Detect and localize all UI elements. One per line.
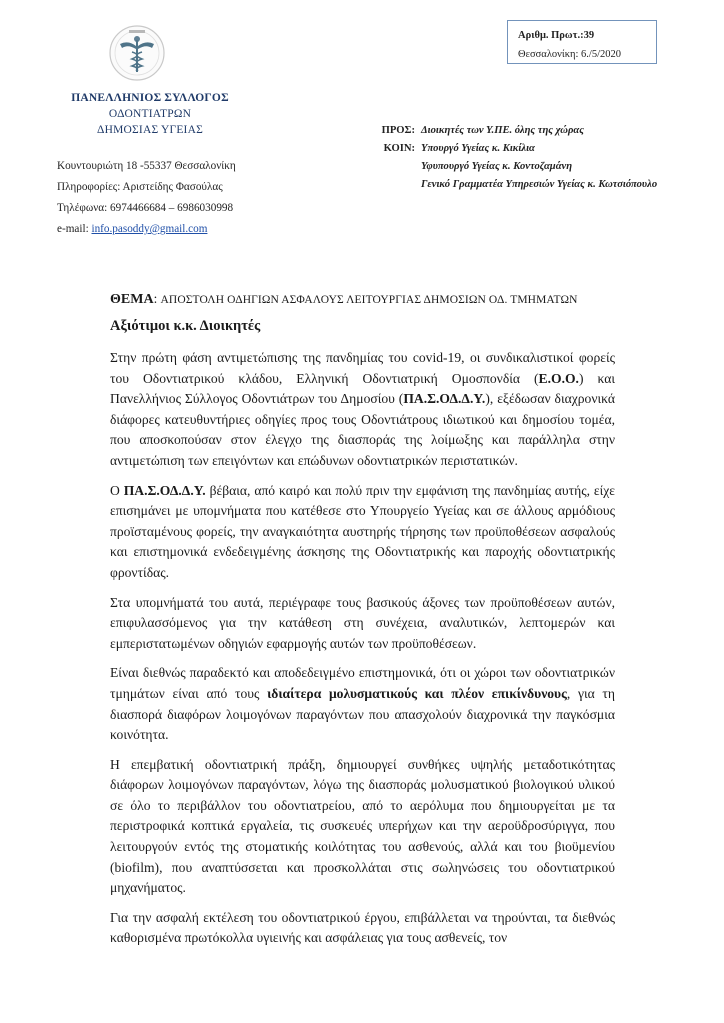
bold-run: ΠΑ.Σ.ΟΔ.Δ.Υ. xyxy=(123,482,206,498)
email-link[interactable]: info.pasoddy@gmail.com xyxy=(91,223,208,235)
cc-value: Υπουργό Υγείας κ. Κικίλια xyxy=(421,143,535,154)
contact-phones: Τηλέφωνα: 6974466684 – 6986030998 xyxy=(57,202,234,214)
text-run: Είναι διεθνώς παραδεκτό και αποδεδειγμένο επιστημονικά, ότι οι χώροι των οδοντιατρικών τμημάτων είναι από τους xyxy=(110,665,615,701)
paragraph-5: Η επεμβατική οδοντιατρική πράξη, δημιουργεί συνθήκες υψηλής μεταδοτικότητας διάφορων λοιμογόνων παραγόντων, λόγω της διασποράς μολυσματικού βιολογικού υλικού σε όλο το περιβάλλον του οδοντιατρείου, από το αερόλυμα που δημιουργείται με τα περιστροφικά κοπτικά εργαλεία, τις συσκευές υπερήχων και την αεροϋδροσύριγγα, που λειτουργούν εντός της στοματικής κοιλότητας του ασθενούς, αλλά και του βιοϋμενίου (biofilm), που αναπτύσσεται και προσκολλάται στις σωληνώσεις του οδοντιατρικού μηχανήματος. xyxy=(110,756,615,896)
subject-text: ΑΠΟΣΤΟΛΗ ΟΔΗΓΙΩΝ ΑΣΦΑΛΟΥΣ ΛΕΙΤΟΥΡΓΙΑΣ ΔΗΜΟΣΙΩΝ ΟΔ. ΤΜΗΜΑΤΩΝ xyxy=(160,294,578,306)
protocol-box xyxy=(507,20,657,64)
paragraph-3: Στα υπομνήματά του αυτά, περιέγραφε τους βασικούς άξονες των προϋποθέσεων αυτών, επιφυλασσόμενος για την κατάθεση στη συνέχεια, αναλυτικών, λεπτομερών και εμπεριστατωμένων οδηγιών εφαρμογής αυτών των προϋποθέσεων. xyxy=(110,594,615,651)
text-run: , για τη διασπορά διαφόρων λοιμογόνων παραγόντων που απασχολούν διαχρονικά την παγκόσμια κοινότητα. xyxy=(110,685,616,743)
text-run: Στην πρώτη φάση αντιμετώπισης της πανδημίας του covid-19, οι συνδικαλιστικοί φορείς του Οδοντιατρικού κλάδου, Ελληνική Οδοντιατρική Ομοσπονδία ( xyxy=(110,350,615,386)
paragraph-6: Για την ασφαλή εκτέλεση του οδοντιατρικού έργου, επιβάλλεται να τηρούνται, τα διεθνώς καθορισμένα πρωτόκολλα υγιεινής και ασφάλειας για τους ασθενείς, τον xyxy=(110,909,615,946)
to-value: Διοικητές των Υ.ΠΕ. όλης της χώρας xyxy=(421,125,584,136)
org-name-line1: ΠΑΝΕΛΛΗΝΙΟΣ ΣΥΛΛΟΓΟΣ xyxy=(71,92,229,104)
recipient-cc-row xyxy=(367,140,657,158)
contact-email-row xyxy=(57,219,236,240)
contact-address: Κουντουριώτη 18 -55337 Θεσσαλονίκη xyxy=(57,160,236,172)
paragraph-2 xyxy=(110,481,615,584)
salutation: Αξιότιμοι κ.κ. Διοικητές xyxy=(110,318,261,334)
letter-body xyxy=(110,348,615,958)
subject-separator: : xyxy=(153,291,161,306)
bold-run: ΠΑ.Σ.ΟΔ.Δ.Υ. xyxy=(403,391,486,407)
caduceus-seal-icon xyxy=(108,24,166,82)
contact-block xyxy=(57,156,236,240)
to-label: ΠΡΟΣ: xyxy=(381,125,415,136)
cc-value: Υφυπουργό Υγείας κ. Κοντοζαμάνη xyxy=(421,161,573,172)
cc-value: Γενικό Γραμματέα Υπηρεσιών Υγείας κ. Κωτσιόπουλο xyxy=(421,179,658,190)
subject-label: ΘΕΜΑ xyxy=(110,292,154,307)
recipient-to-row xyxy=(367,122,657,140)
paragraph-1 xyxy=(110,348,615,472)
subject-line xyxy=(110,291,578,308)
paragraph-4 xyxy=(110,663,615,745)
recipient-cc-row xyxy=(367,158,657,176)
contact-info: Πληροφορίες: Αριστείδης Φασούλας xyxy=(57,181,223,193)
bold-run: ιδιαίτερα μολυσματικούς και πλέον επικίνδυνους xyxy=(267,685,567,701)
org-name-line2: ΟΔΟΝΤΙΑΤΡΩΝ xyxy=(108,108,192,120)
cc-label: ΚΟΙΝ: xyxy=(383,143,415,154)
text-run: ), εξέδωσαν διαχρονικά διάφορες κατευθυντήριες οδηγίες προς τους Οδοντιάτρους ιδιωτικού και δημοσίου τομέα, που αποσκοπούσαν στον έλεγχο της διασποράς της λοίμωξης και παράλληλα στην αντιμετώπιση των επειγόντων και επώδυνων οδοντιατρικών περιστατικών. xyxy=(110,391,615,468)
text-run: ) και Πανελλήνιος Σύλλογος Οδοντιάτρων του Δημοσίου ( xyxy=(110,370,616,407)
recipient-cc-row xyxy=(367,176,657,194)
text-run: βέβαια, από καιρό και πολύ πριν την εμφάνιση της πανδημίας αυτής, είχε επισημάνει με υπομνήματα που κατέθεσε στο Υπουργείο Υγείας και σε άλλους αρμόδιους προϊσταμένους φορείς, την αναγκαιότητα αυστηρής τήρησης των προϋποθέσεων ασφαλούς και επιστημονικά ενδεδειγμένης άσκησης της Οδοντιατρικής και παροχής οδοντιατρικής φροντίδας. xyxy=(110,482,615,580)
email-label: e-mail: xyxy=(57,223,92,235)
place-date: Θεσσαλονίκη: 6./5/2020 xyxy=(518,49,622,60)
bold-run: Ε.Ο.Ο. xyxy=(538,370,579,386)
organization-name xyxy=(50,90,250,138)
text-run: Ο xyxy=(110,482,124,498)
protocol-number: Αριθμ. Πρωτ.:39 xyxy=(518,30,595,41)
recipients-block xyxy=(367,122,657,194)
org-name-line3: ΔΗΜΟΣΙΑΣ ΥΓΕΙΑΣ xyxy=(96,124,203,136)
